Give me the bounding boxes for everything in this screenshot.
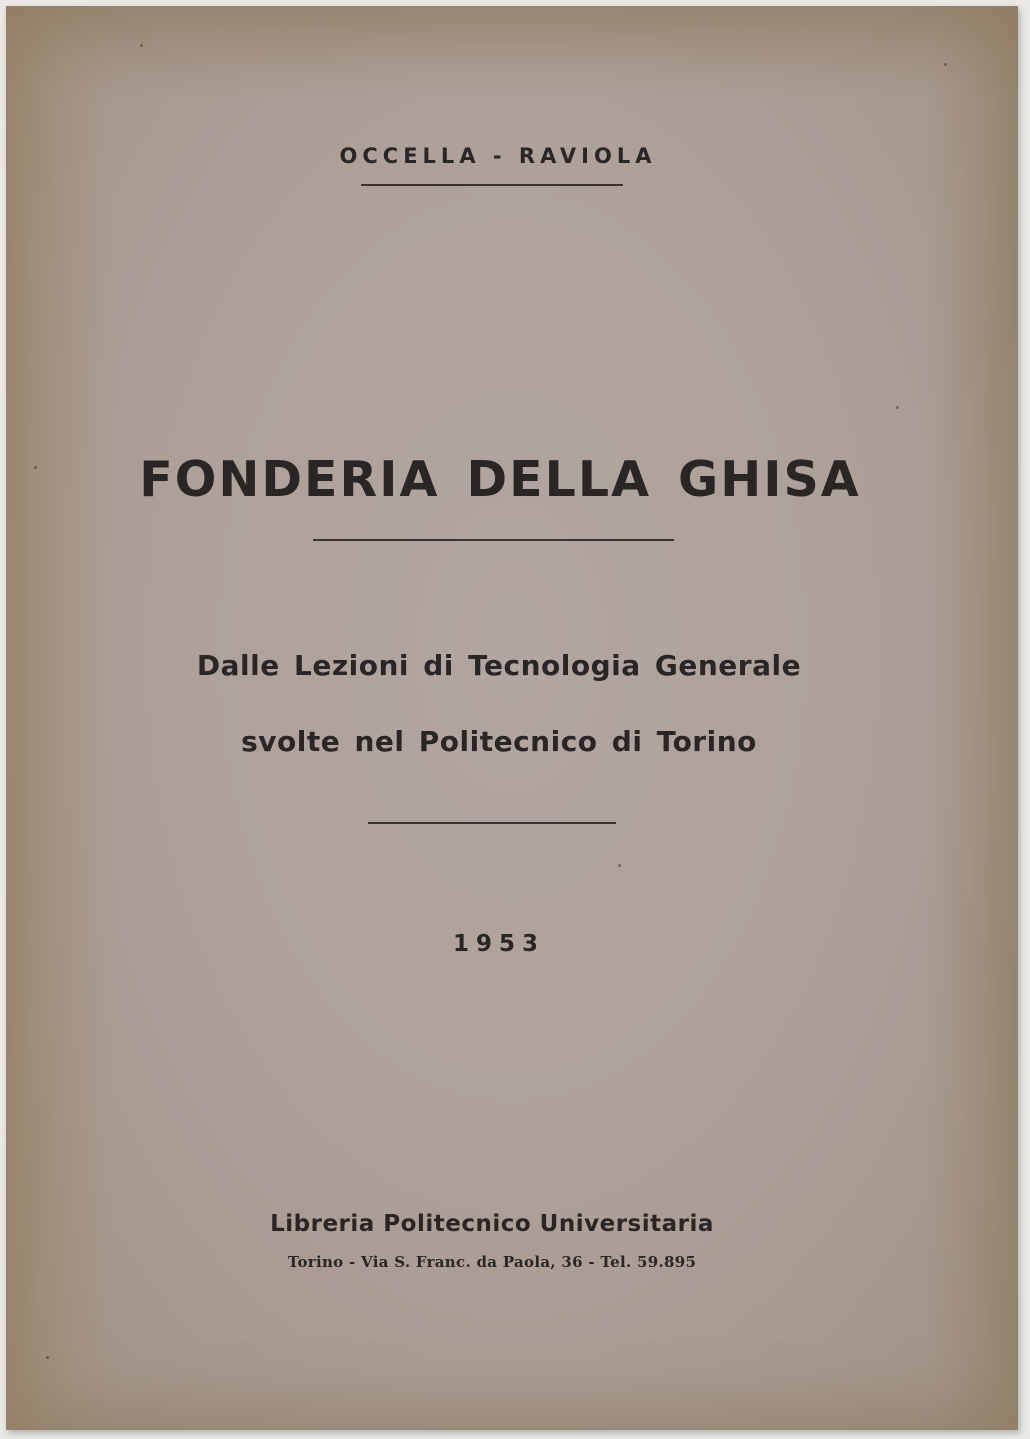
paper-speck — [140, 44, 143, 47]
subtitle-line-2: svolte nel Politecnico di Torino — [241, 725, 757, 758]
divider-subtitle — [368, 822, 616, 824]
publisher-name: Libreria Politecnico Universitaria — [270, 1211, 714, 1237]
paper-speck — [944, 63, 947, 66]
subtitle-line-1: Dalle Lezioni di Tecnologia Generale — [196, 649, 802, 682]
faded-top-edge — [6, 6, 1018, 96]
publisher-address: Torino - Via S. Franc. da Paola, 36 - Tel. 59.895 — [287, 1253, 697, 1271]
authors: OCCELLA - RAVIOLA — [339, 144, 657, 168]
book-cover — [6, 6, 1018, 1430]
paper-speck — [896, 406, 899, 409]
publication-year: 1953 — [452, 931, 545, 957]
divider-title — [313, 539, 674, 541]
paper-speck — [618, 864, 621, 867]
paper-speck — [46, 1356, 49, 1359]
book-title: FONDERIA DELLA GHISA — [139, 451, 861, 508]
divider-authors — [361, 184, 623, 186]
